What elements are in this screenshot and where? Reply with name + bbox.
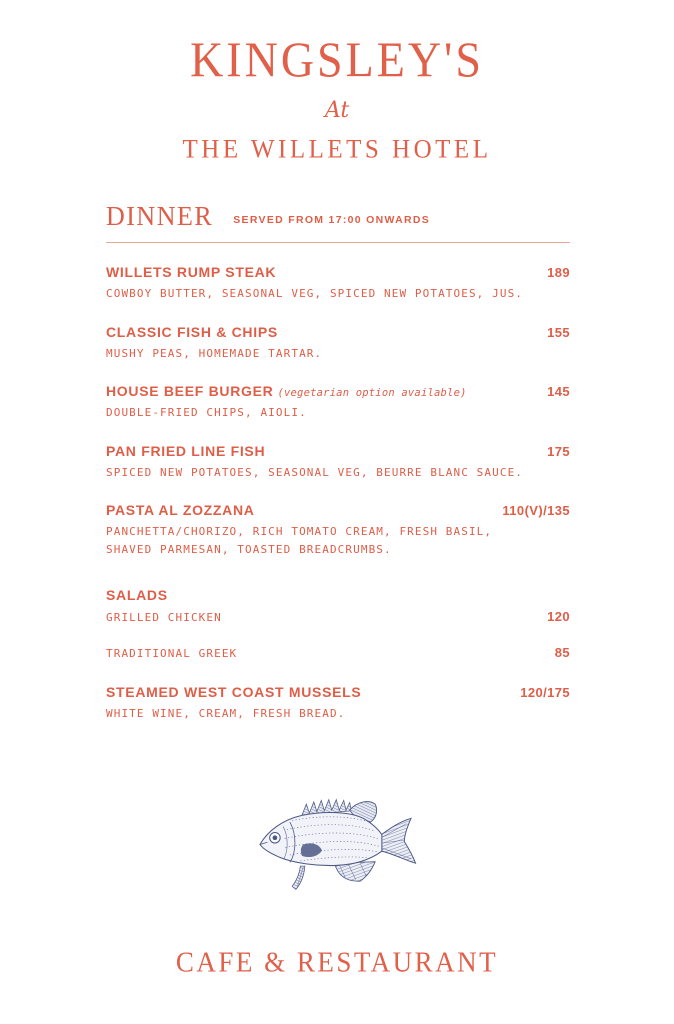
salad-price: 120 [547,608,570,624]
brand-header [0,0,674,164]
salad-name: TRADITIONAL GREEK [106,646,238,660]
menu-item [106,324,570,363]
menu-item-price: 155 [547,324,570,340]
menu-item [106,443,570,482]
salads-heading: SALADS [106,586,168,603]
menu-item-description: MUSHY PEAS, HOMEMADE TARTAR. [106,346,323,360]
menu-item-name [106,383,467,399]
footer-tagline: CAFE & RESTAURANT [175,946,499,978]
menu-item-head [106,443,570,459]
menu-item-name: WILLETS RUMP STEAK [106,263,277,280]
menu-item-name: PASTA AL ZOZZANA [106,502,255,519]
menu-item [106,684,570,723]
fish-icon [251,792,423,894]
section-subtitle: SERVED FROM 17:00 ONWARDS [233,213,431,226]
salad-name: GRILLED CHICKEN [106,610,222,624]
menu-item-description: WHITE WINE, CREAM, FRESH BREAD. [106,706,346,720]
menu-item-head [106,264,570,280]
menu-item [106,502,570,558]
brand-name: KINGSLEY'S [190,31,484,87]
menu-item-name-text: HOUSE BEEF BURGER [106,383,274,400]
menu-item-description-line: SHAVED PARMESAN, TOASTED BREADCRUMBS. [106,542,392,556]
brand-venue: THE WILLETS HOTEL [182,135,492,164]
fish-illustration-container [0,792,674,899]
menu-item-description: COWBOY BUTTER, SEASONAL VEG, SPICED NEW POTATOES, JUS. [106,286,524,300]
menu-item [106,383,570,422]
menu-item-price: 120/175 [520,684,570,700]
section-title: DINNER [106,200,214,232]
menu-item-price: 110(V)/135 [502,503,570,519]
menu-item-description: DOUBLE-FRIED CHIPS, AIOLI. [106,406,307,420]
menu-item-head [106,684,570,700]
menu-item-price: 189 [547,264,570,280]
menu-body [106,200,570,722]
menu-item-name: CLASSIC FISH & CHIPS [106,323,278,340]
menu-item-price: 145 [547,384,570,400]
salad-price: 85 [554,644,570,660]
menu-item-price: 175 [547,443,570,459]
menu-item-name: STEAMED WEST COAST MUSSELS [106,683,362,700]
section-header [106,200,570,243]
menu-item-description [106,523,570,558]
menu-item-head [106,383,570,399]
salad-row [106,609,570,624]
salads-subsection [106,587,570,660]
menu-item [106,264,570,303]
menu-item-head [106,502,570,518]
menu-item-description-line: PANCHETTA/CHORIZO, RICH TOMATO CREAM, FRESH BASIL, [106,525,493,539]
menu-item-name: PAN FRIED LINE FISH [106,442,266,459]
menu-item-note: (vegetarian option available) [277,387,467,400]
salad-row [106,645,570,660]
menu-item-head [106,324,570,340]
brand-connector-script: At [324,98,350,124]
menu-item-description: SPICED NEW POTATOES, SEASONAL VEG, BEURRE BLANC SAUCE. [106,465,524,479]
